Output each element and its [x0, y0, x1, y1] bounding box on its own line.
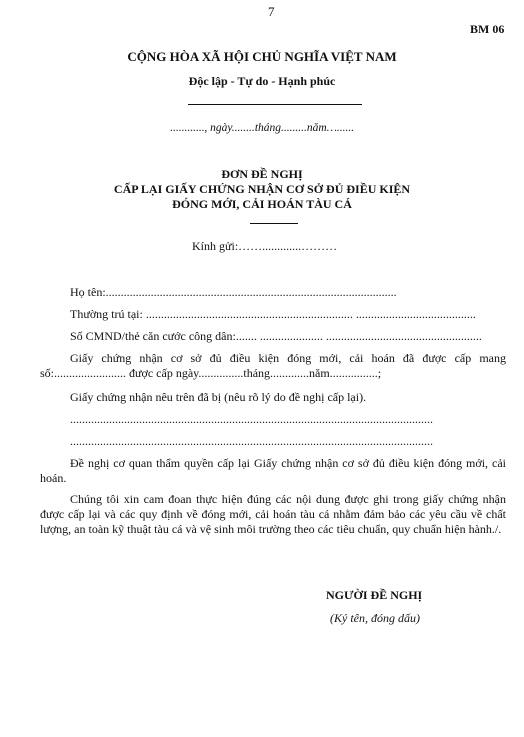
- document-title: ĐƠN ĐỀ NGHỊ: [221, 167, 303, 181]
- date-place: ............,: [169, 122, 211, 134]
- form-code: BM 06: [470, 22, 505, 36]
- header-divider: [188, 104, 362, 105]
- date-day: ngày........: [210, 122, 255, 134]
- damage-reason-field: Giấy chứng nhận nêu trên đã bị (nêu rõ lý do đề nghị cấp lại).: [70, 390, 367, 404]
- name-field: Họ tên:.................................................................................................: [70, 285, 397, 299]
- title-divider: [250, 223, 298, 224]
- date-line: [0, 122, 524, 134]
- greeting: Kính gửi:…….............………: [192, 239, 338, 253]
- residence-field: Thường trú tại: ..................................................................... ........................................: [70, 307, 476, 321]
- document-subtitle-2: ĐÓNG MỚI, CẢI HOÁN TÀU CÁ: [172, 197, 352, 211]
- nation-header: CỘNG HÒA XÃ HỘI CHỦ NGHĨA VIỆT NAM: [127, 49, 397, 64]
- signature-title: NGƯỜI ĐỀ NGHỊ: [326, 588, 423, 602]
- signature-note: (Ký tên, đóng dấu): [330, 611, 420, 625]
- document-subtitle-1: CẤP LẠI GIẤY CHỨNG NHẬN CƠ SỞ ĐỦ ĐIỀU KIỆN: [113, 182, 411, 196]
- request-paragraph: Đề nghị cơ quan thẩm quyền cấp lại Giấy chứng nhận cơ sở đủ điều kiện đóng mới, cải hoán.: [40, 456, 506, 485]
- motto: Độc lập - Tự do - Hạnh phúc: [188, 74, 336, 88]
- reason-blank-line-2: .........................................................................................................................: [70, 434, 433, 448]
- commitment-paragraph: Chúng tôi xin cam đoan thực hiện đúng các nội dung được ghi trong giấy chứng nhận được cấp lại và các quy định về đóng mới, cải hoán tàu cá nhằm đảm bảo các yêu cầu về chất lượng, an toàn kỹ thuật tàu cá và vệ sinh môi trường theo các tiêu chuẩn, quy chuẩn hiện hành./.: [40, 492, 506, 536]
- reason-blank-line-1: .........................................................................................................................: [70, 412, 433, 426]
- issued-certificate-field: Giấy chứng nhận cơ sở đủ điều kiện đóng mới, cải hoán đã được cấp mang số:........................ được cấp ngày...............tháng.............năm................;: [40, 351, 506, 380]
- id-number-field: Số CMND/thẻ căn cước công dân:....... ..................... ....................................................: [70, 329, 482, 343]
- date-month: tháng.........: [254, 122, 307, 134]
- page-number: 7: [268, 4, 275, 19]
- date-year: năm…......: [306, 122, 355, 134]
